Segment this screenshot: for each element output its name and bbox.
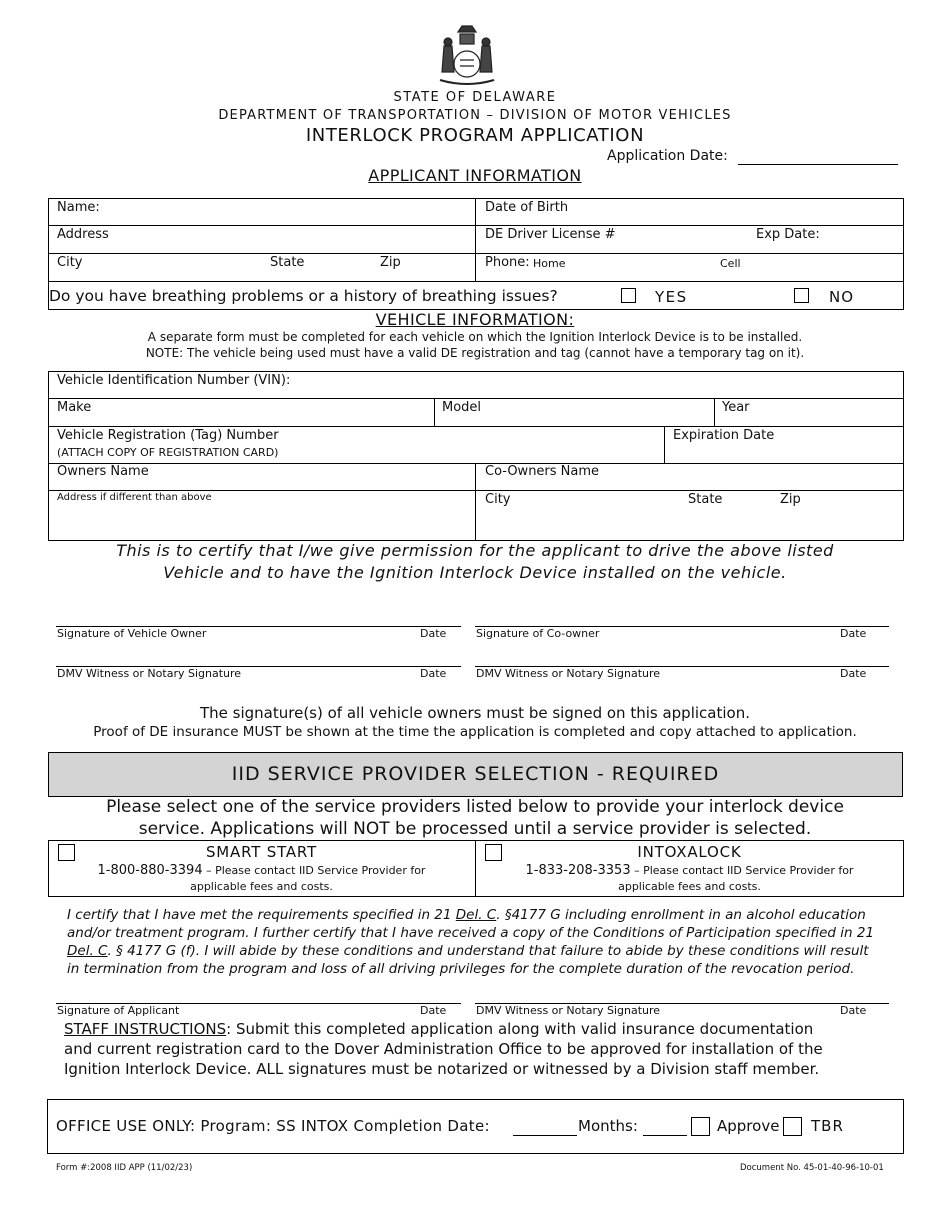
license-field[interactable]: DE Driver License #: [485, 227, 616, 242]
owner-zip-field[interactable]: Zip: [780, 492, 801, 507]
co-owner-witness-label: DMV Witness or Notary Signature: [476, 667, 661, 680]
approve-checkbox[interactable]: [691, 1117, 710, 1136]
smart-start-note: – Please contact IID Service Provider for: [202, 864, 426, 877]
months-field[interactable]: [643, 1135, 687, 1136]
breathing-yes-label: YES: [655, 288, 688, 306]
breathing-no-label: NO: [829, 288, 855, 306]
co-owners-name-field[interactable]: Co-Owners Name: [485, 464, 600, 479]
insurance-notice: Proof of DE insurance MUST be shown at the time the application is completed and copy attached to application.: [93, 724, 857, 740]
breathing-question: Do you have breathing problems or a history of breathing issues?: [49, 287, 558, 305]
provider-instruction-2: service. Applications will NOT be processed until a service provider is selected.: [138, 819, 812, 839]
registration-note: (ATTACH COPY OF REGISTRATION CARD): [57, 446, 279, 459]
co-owner-signature-date-label: Date: [840, 627, 867, 640]
tbr-checkbox[interactable]: [783, 1117, 802, 1136]
owner-witness-label: DMV Witness or Notary Signature: [57, 667, 242, 680]
owner-address-field[interactable]: Address if different than above: [57, 492, 212, 503]
department-name: DEPARTMENT OF TRANSPORTATION – DIVISION OF MOTOR VEHICLES: [218, 108, 732, 123]
office-use-label: OFFICE USE ONLY: Program: SS INTOX Completion Date:: [56, 1117, 490, 1135]
vehicle-note-1: A separate form must be completed for each vehicle on which the Ignition Interlock Device is to be installed.: [147, 330, 803, 344]
applicant-signature-label: Signature of Applicant: [57, 1004, 180, 1017]
vin-field[interactable]: Vehicle Identification Number (VIN):: [57, 373, 291, 388]
staff-instructions-label: STAFF INSTRUCTIONS: [64, 1020, 227, 1038]
owner-certify-line-2: Vehicle and to have the Ignition Interlock Device installed on the vehicle.: [163, 563, 787, 582]
approve-label: Approve: [717, 1117, 780, 1135]
intoxalock-phone: 1-833-208-3353: [525, 863, 631, 878]
staff-instructions-line-2: and current registration card to the Dover Administration Office to be approved for installation of the: [64, 1040, 823, 1058]
applicant-witness-date-label: Date: [840, 1004, 867, 1017]
vehicle-note-2: NOTE: The vehicle being used must have a valid DE registration and tag (cannot have a temporary tag on it).: [145, 346, 805, 360]
vehicle-section-title: VEHICLE INFORMATION:: [375, 310, 575, 329]
form-title: INTERLOCK PROGRAM APPLICATION: [305, 125, 645, 146]
staff-instructions-line-3: Ignition Interlock Device. ALL signatures must be notarized or witnessed by a Division staff member.: [64, 1060, 820, 1078]
owner-witness-date-label: Date: [420, 667, 447, 680]
certification-text-1a: I certify that I have met the requirements specified in 21: [67, 907, 456, 923]
delaware-state-seal-icon: [436, 22, 498, 88]
state-field[interactable]: State: [270, 255, 305, 270]
registration-field[interactable]: Vehicle Registration (Tag) Number: [57, 428, 279, 443]
applicant-witness-label: DMV Witness or Notary Signature: [476, 1004, 661, 1017]
owner-signature-label: Signature of Vehicle Owner: [57, 627, 207, 640]
model-field[interactable]: Model: [442, 400, 482, 415]
staff-instructions: [64, 1019, 894, 1079]
dob-field[interactable]: Date of Birth: [485, 200, 569, 215]
owner-state-field[interactable]: State: [688, 492, 723, 507]
phone-label: Phone:: [485, 255, 530, 270]
co-owner-signature-label: Signature of Co-owner: [476, 627, 600, 640]
tbr-label: TBR: [811, 1117, 844, 1135]
statute-reference: Del. C: [67, 943, 108, 959]
address-field[interactable]: Address: [57, 227, 109, 242]
intoxalock-note: – Please contact IID Service Provider for: [630, 864, 854, 877]
make-field[interactable]: Make: [57, 400, 92, 415]
application-date-field[interactable]: [738, 164, 898, 165]
intoxalock-contact: [475, 863, 904, 878]
applicant-signature-date-label: Date: [420, 1004, 447, 1017]
certification-text-1b: . §4177 G including enrollment in an alcohol education: [496, 907, 866, 923]
document-number: Document No. 45-01-40-96-10-01: [740, 1163, 884, 1173]
phone-home-field[interactable]: Home: [533, 257, 566, 270]
co-owner-witness-date-label: Date: [840, 667, 867, 680]
owner-city-field[interactable]: City: [485, 492, 511, 507]
completion-date-field[interactable]: [513, 1135, 577, 1136]
city-field[interactable]: City: [57, 255, 83, 270]
owners-name-field[interactable]: Owners Name: [57, 464, 149, 479]
certification-text-4: in termination from the program and loss of all driving privileges for the complete duration of the revocation period.: [67, 961, 855, 977]
smart-start-contact: [48, 863, 475, 878]
intoxalock-name: INTOXALOCK: [637, 843, 742, 861]
applicant-certification: [67, 906, 897, 978]
application-date-label: Application Date:: [607, 148, 728, 164]
smart-start-note-2: applicable fees and costs.: [190, 880, 333, 893]
registration-expiration-field[interactable]: Expiration Date: [673, 428, 775, 443]
provider-banner: IID SERVICE PROVIDER SELECTION - REQUIRED: [48, 752, 903, 797]
form-number: Form #:2008 IID APP (11/02/23): [56, 1163, 193, 1173]
certification-text-3: . § 4177 G (f). I will abide by these conditions and understand that failure to abide by these conditions will result: [107, 943, 869, 959]
certification-text-2: and/or treatment program. I further certify that I have received a copy of the Conditions of Participation specified in 21: [67, 925, 875, 941]
provider-instruction-1: Please select one of the service providers listed below to provide your interlock device: [106, 797, 844, 817]
license-exp-field[interactable]: Exp Date:: [756, 227, 820, 242]
owner-certify-line-1: This is to certify that I/we give permission for the applicant to drive the above listed: [116, 541, 834, 560]
breathing-yes-checkbox[interactable]: [621, 288, 636, 303]
statute-reference: Del. C: [455, 907, 497, 923]
applicant-section-title: APPLICANT INFORMATION: [368, 166, 582, 185]
zip-field[interactable]: Zip: [380, 255, 401, 270]
state-name: STATE OF DELAWARE: [393, 90, 557, 105]
phone-cell-field[interactable]: Cell: [720, 257, 741, 270]
name-field[interactable]: Name:: [57, 200, 100, 215]
year-field[interactable]: Year: [722, 400, 750, 415]
owner-signature-notice: The signature(s) of all vehicle owners must be signed on this application.: [200, 704, 750, 722]
staff-instructions-line-1: : Submit this completed application along with valid insurance documentation: [226, 1020, 814, 1038]
breathing-no-checkbox[interactable]: [794, 288, 809, 303]
months-label: Months:: [578, 1117, 638, 1135]
smart-start-name: SMART START: [205, 843, 318, 861]
intoxalock-note-2: applicable fees and costs.: [618, 880, 761, 893]
smart-start-phone: 1-800-880-3394: [97, 863, 203, 878]
owner-signature-date-label: Date: [420, 627, 447, 640]
